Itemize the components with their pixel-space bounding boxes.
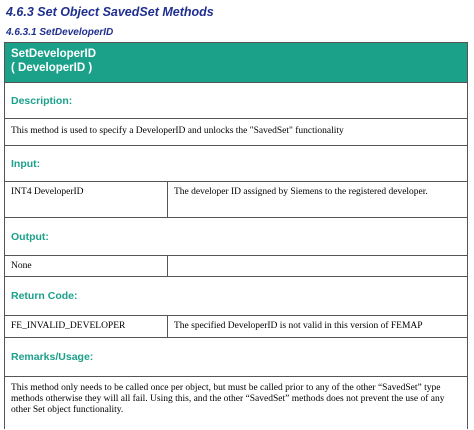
return-code-param: FE_INVALID_DEVELOPER	[5, 316, 168, 337]
method-banner	[5, 43, 467, 82]
input-param: INT4 DeveloperID	[5, 182, 168, 217]
input-description: The developer ID assigned by Siemens to the registered developer.	[174, 187, 428, 197]
remarks-header	[5, 337, 467, 376]
input-header	[5, 145, 467, 181]
description-label: Description:	[11, 94, 73, 107]
return-code-header	[5, 276, 467, 315]
output-param: None	[5, 256, 168, 276]
remarks-label: Remarks/Usage:	[11, 351, 94, 363]
return-code-row	[5, 315, 467, 337]
remarks-text: This method only needs to be called once per object, but must be called prior to any of the other “SavedSet” type methods otherwise they will all fail. Using this, and the other “SavedSet” methods does not prevent the use of any other Set object functionality.	[5, 376, 467, 430]
method-signature: ( DeveloperID )	[11, 62, 93, 74]
description-header	[5, 82, 467, 118]
method-subheading: 4.6.3.1 SetDeveloperID	[6, 27, 114, 38]
method-table	[4, 42, 468, 429]
description-text: This method is used to specify a DeveloperID and unlocks the "SavedSet" functionality	[5, 118, 467, 145]
output-description	[168, 256, 467, 276]
output-row	[5, 255, 467, 276]
input-row	[5, 181, 467, 217]
method-name: SetDeveloperID	[11, 48, 97, 60]
section-heading: 4.6.3 Set Object SavedSet Methods	[6, 5, 214, 19]
output-label: Output:	[11, 230, 49, 243]
return-code-label: Return Code:	[11, 290, 78, 302]
output-header	[5, 217, 467, 255]
return-code-description: The specified DeveloperID is not valid in this version of FEMAP	[174, 321, 423, 331]
input-label: Input:	[11, 157, 41, 170]
